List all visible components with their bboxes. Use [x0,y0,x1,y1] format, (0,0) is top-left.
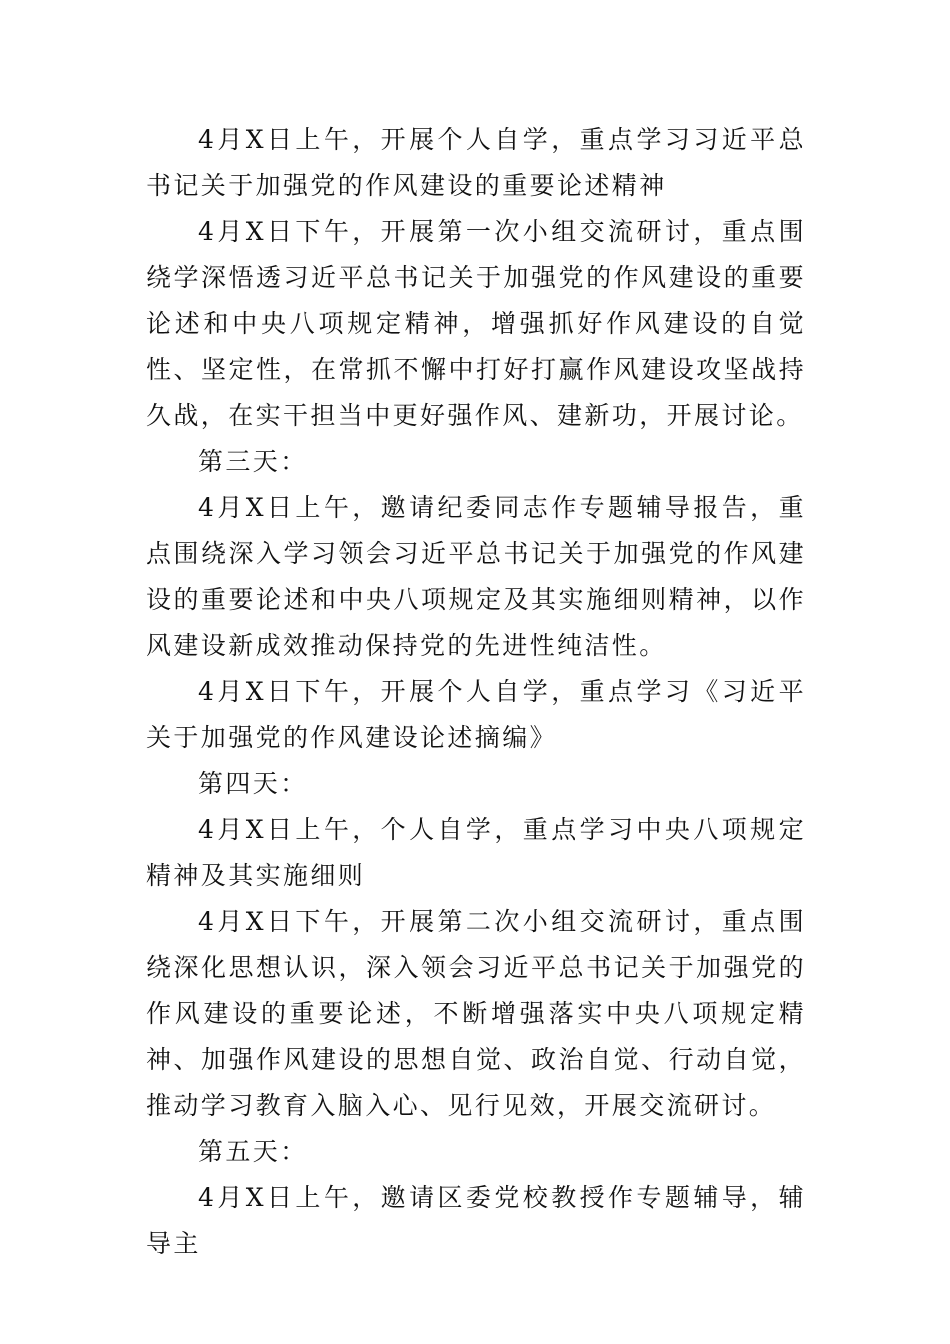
day-heading: 第四天： [198,769,308,798]
day-heading: 第五天： [198,1137,308,1166]
document-body [146,117,806,1267]
schedule-entry: 4月X日上午，个人自学，重点学习中央八项规定精神及其实施细则 [146,815,806,890]
schedule-entry: 4月X日下午，开展第一次小组交流研讨，重点围绕学深悟透习近平总书记关于加强党的作风建设的重要论述和中央八项规定精神，增强抓好作风建设的自觉性、坚定性，在常抓不懈中打好打赢作风建设攻坚战持久战，在实干担当中更好强作风、建新功，开展讨论。 [146,217,806,430]
schedule-entry: 4月X日下午，开展个人自学，重点学习《习近平关于加强党的作风建设论述摘编》 [146,677,806,752]
day-heading: 第三天： [198,447,308,476]
schedule-entry: 4月X日下午，开展第二次小组交流研讨，重点围绕深化思想认识，深入领会习近平总书记关于加强党的作风建设的重要论述，不断增强落实中央八项规定精神、加强作风建设的思想自觉、政治自觉、行动自觉，推动学习教育入脑入心、见行见效，开展交流研讨。 [146,907,806,1120]
schedule-entry: 4月X日上午，开展个人自学，重点学习习近平总书记关于加强党的作风建设的重要论述精神 [146,125,806,200]
schedule-entry: 4月X日上午，邀请纪委同志作专题辅导报告，重点围绕深入学习领会习近平总书记关于加强党的作风建设的重要论述和中央八项规定及其实施细则精神，以作风建设新成效推动保持党的先进性纯洁性。 [146,493,806,660]
schedule-entry: 4月X日上午，邀请区委党校教授作专题辅导，辅导主 [146,1183,806,1258]
